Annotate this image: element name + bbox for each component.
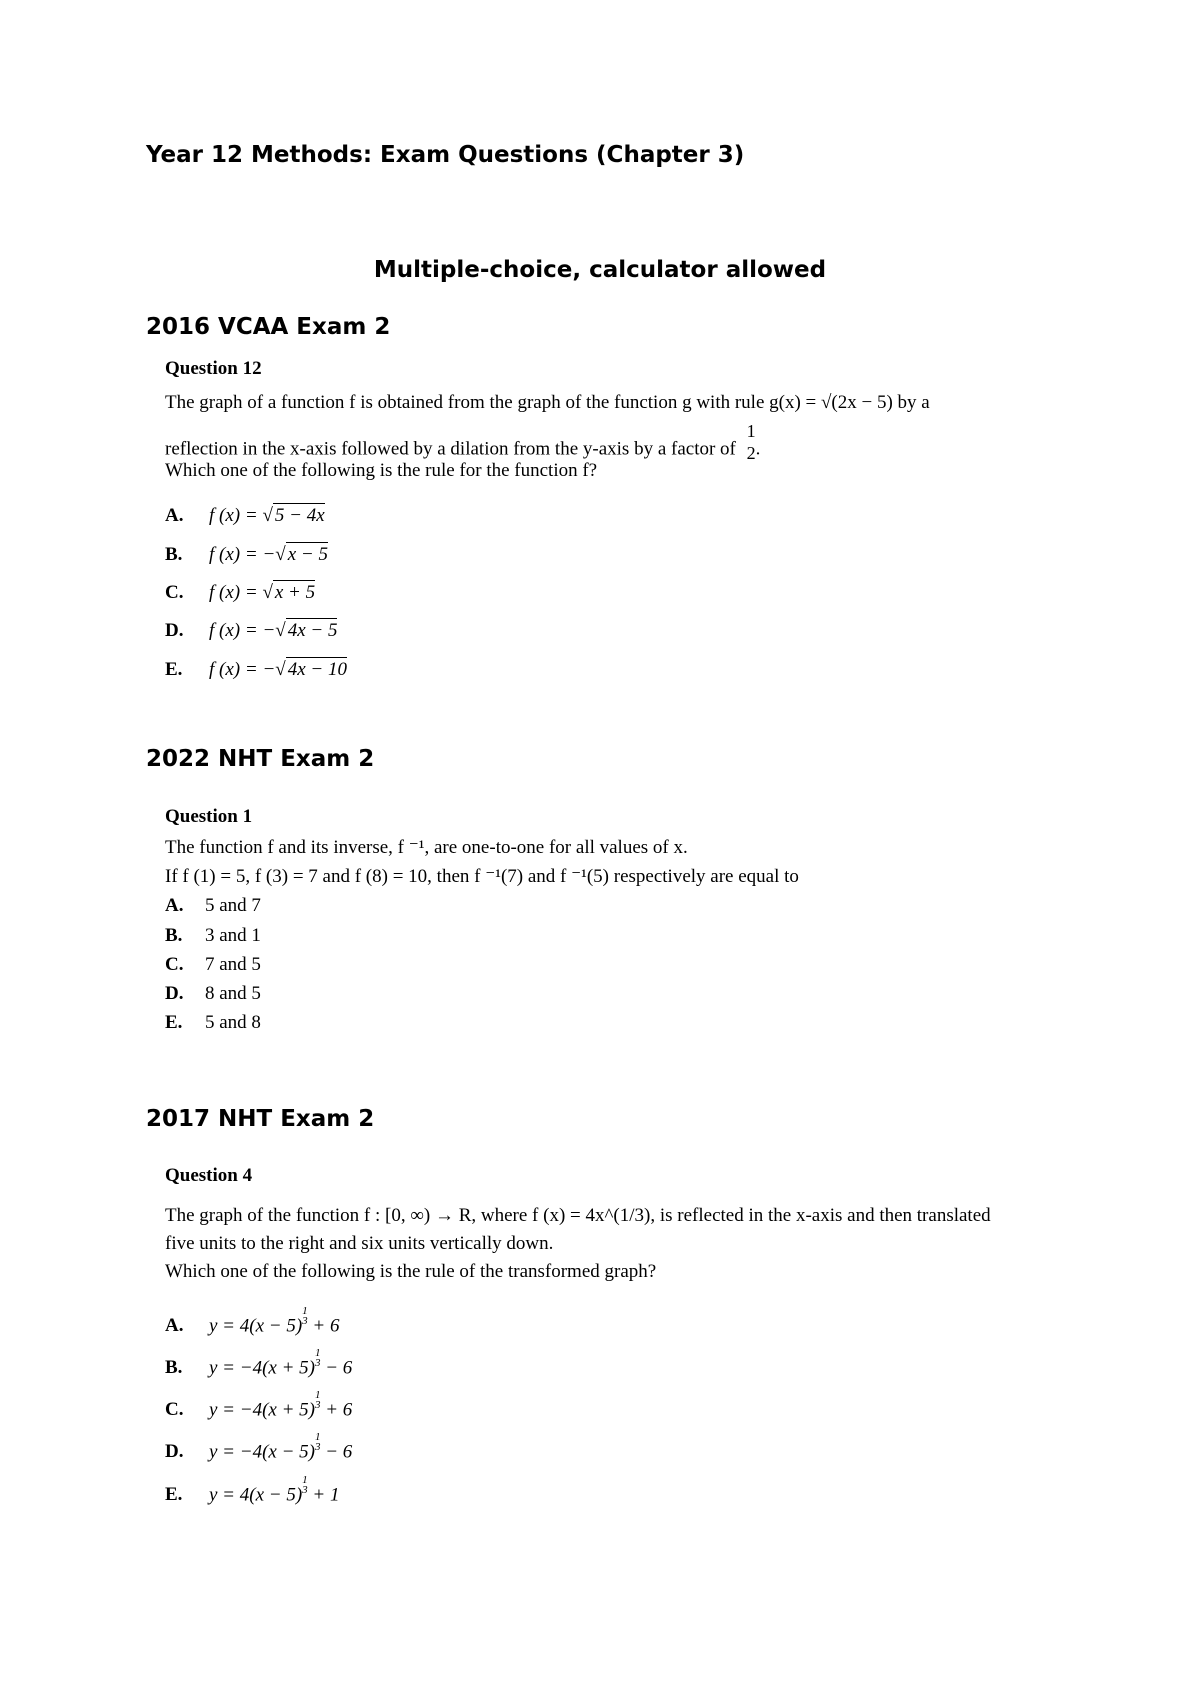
- radical-icon: √: [275, 544, 286, 565]
- question-text-line: The graph of the function f : [0, ∞) → R, where f (x) = 4x^(1/3), is reflected in the x-axis and then translated: [165, 1205, 991, 1226]
- answer-option: A. f (x) = √ 5 − 4x: [165, 505, 325, 526]
- exponent-fraction: 1 3: [302, 1474, 308, 1496]
- answer-option: D. y = −4(x − 5) 1 3 − 6: [165, 1431, 353, 1463]
- answer-option: C. y = −4(x + 5) 1 3 + 6: [165, 1389, 353, 1421]
- answer-option: B. f (x) = −√ x − 5: [165, 544, 328, 565]
- radical-icon: √: [262, 582, 273, 603]
- exponent-fraction: 1 3: [302, 1305, 308, 1327]
- fraction-denominator: 2: [746, 443, 756, 463]
- exponent-fraction: 1 3: [314, 1389, 321, 1411]
- section-heading-2017-nht: 2017 NHT Exam 2: [146, 1106, 375, 1132]
- question-text-line: five units to the right and six units vertically down.: [165, 1233, 554, 1254]
- answer-option: E. 5 and 8: [165, 1012, 261, 1033]
- answer-option: C. f (x) = √ x + 5: [165, 582, 316, 603]
- question-label: Question 1: [165, 806, 253, 827]
- answer-option: C. 7 and 5: [165, 954, 261, 975]
- answer-option: A. 5 and 7: [165, 895, 261, 916]
- radical-icon: √: [275, 620, 286, 641]
- question-label: Question 12: [165, 358, 262, 379]
- question-text-fragment: reflection in the x-axis followed by a dilation from the y-axis by a factor of: [165, 438, 736, 460]
- radical-icon: √: [262, 505, 273, 526]
- question-text-line: reflection in the x-axis followed by a dilation from the y-axis by a factor of 1 2 .: [165, 421, 761, 463]
- exponent-fraction: 1 3: [314, 1347, 321, 1369]
- question-label: Question 4: [165, 1165, 253, 1186]
- section-heading-2016-vcaa: 2016 VCAA Exam 2: [146, 314, 391, 340]
- section-subtitle: Multiple-choice, calculator allowed: [373, 257, 827, 283]
- section-heading-2022-nht: 2022 NHT Exam 2: [146, 746, 375, 772]
- answer-option: E. y = 4(x − 5) 1 3 + 1: [165, 1474, 340, 1506]
- answer-option: B. 3 and 1: [165, 925, 261, 946]
- question-text-line: The function f and its inverse, f ⁻¹, are one-to-one for all values of x.: [165, 837, 688, 858]
- answer-option: E. f (x) = −√ 4x − 10: [165, 659, 347, 680]
- radical-icon: √: [275, 659, 286, 680]
- question-text-line: The graph of a function f is obtained from the graph of the function g with rule g(x) = √(2x − 5) by a: [165, 392, 930, 413]
- exponent-fraction: 1 3: [314, 1431, 321, 1453]
- question-text-line: Which one of the following is the rule of the transformed graph?: [165, 1261, 657, 1282]
- document-title: Year 12 Methods: Exam Questions (Chapter 3): [146, 142, 745, 168]
- question-text-line: If f (1) = 5, f (3) = 7 and f (8) = 10, then f ⁻¹(7) and f ⁻¹(5) respectively are equal to: [165, 866, 799, 887]
- answer-option: A. y = 4(x − 5) 1 3 + 6: [165, 1305, 340, 1337]
- answer-option: D. f (x) = −√ 4x − 5: [165, 620, 338, 641]
- fraction-numerator: 1: [746, 421, 756, 441]
- answer-option: D. 8 and 5: [165, 983, 261, 1004]
- fraction: [747, 420, 756, 464]
- question-text-line: Which one of the following is the rule for the function f?: [165, 460, 598, 481]
- answer-option: B. y = −4(x + 5) 1 3 − 6: [165, 1347, 353, 1379]
